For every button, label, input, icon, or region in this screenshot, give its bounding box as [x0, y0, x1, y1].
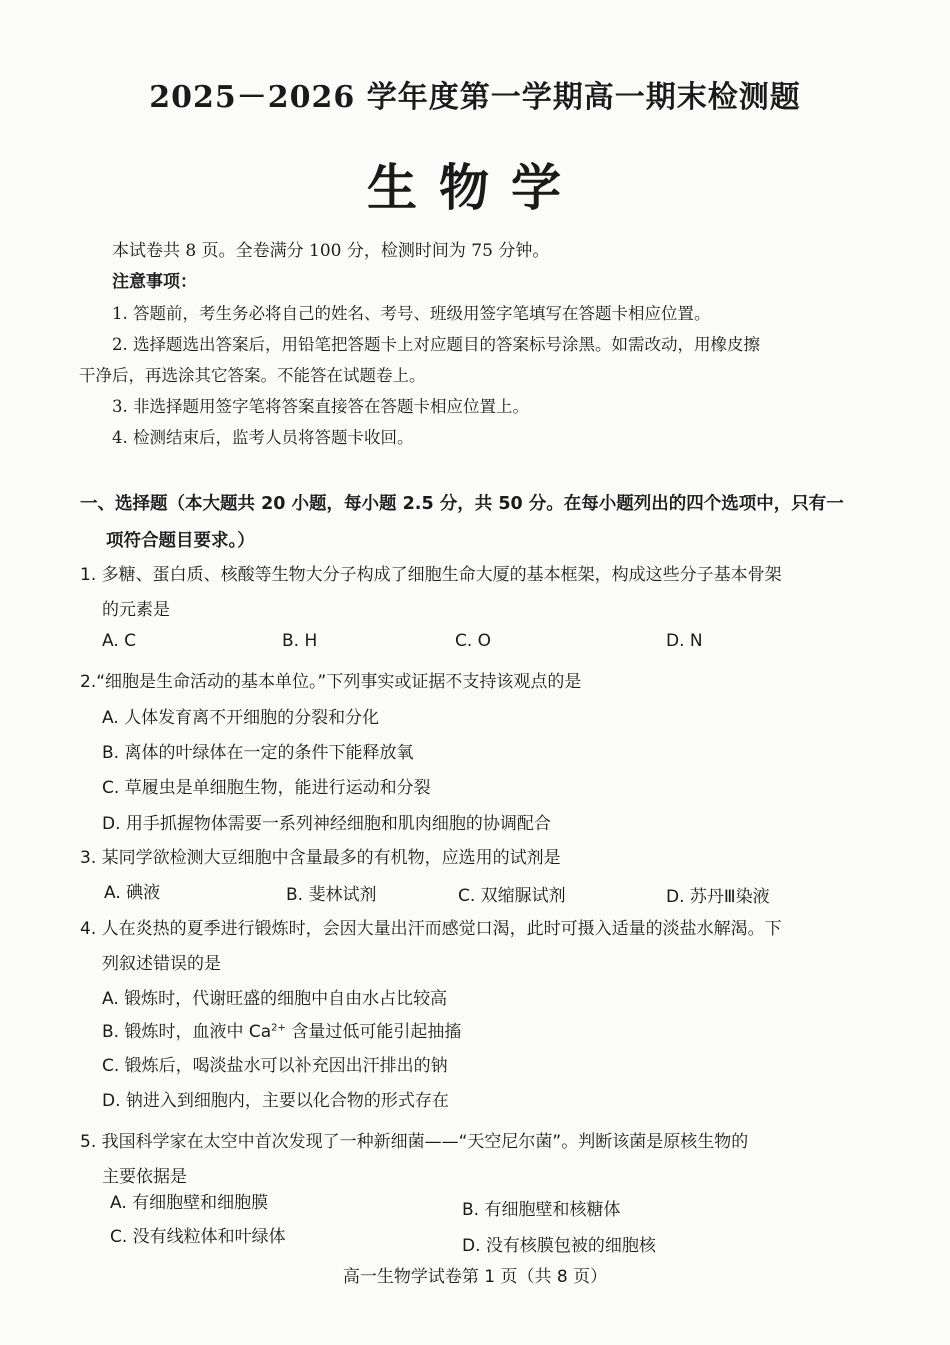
subject-title: 生物学: [367, 158, 583, 217]
q1-option-a: A. C: [102, 631, 137, 651]
q2-option-b: B. 离体的叶绿体在一定的条件下能释放氧: [102, 743, 414, 763]
question-3: [80, 840, 870, 876]
q4-option-c: C. 锻炼后，喝淡盐水可以补充因出汗排出的钠: [102, 1056, 448, 1076]
q4-option-b-text: B. 锻炼时，血液中 Ca: [102, 1022, 272, 1042]
q5-option-c: C. 没有线粒体和叶绿体: [110, 1227, 286, 1247]
question-4-stem: 4. 人在炎热的夏季进行锻炼时，会因大量出汗而感觉口渴，此时可摄入适量的淡盐水解渴。下: [80, 919, 782, 939]
q3-option-c: C. 双缩脲试剂: [458, 886, 566, 906]
question-1-stem-cont: 的元素是: [102, 600, 170, 620]
q2-option-c: C. 草履虫是单细胞生物，能进行运动和分裂: [102, 778, 431, 798]
question-2: [80, 664, 870, 700]
question-5-stem: 5. 我国科学家在太空中首次发现了一种新细菌——“天空尼尔菌”。判断该菌是原核生物的: [80, 1132, 749, 1152]
page-footer: 高一生物学试卷第 1 页（共 8 页）: [342, 1267, 608, 1287]
note-3: 3. 非选择题用签字笔将答案直接答在答题卡相应位置上。: [112, 397, 529, 416]
q1-option-c: C. O: [455, 631, 492, 651]
note-2-cont: 干净后，再选涂其它答案。不能答在试题卷上。: [79, 366, 426, 385]
note-2: 2. 选择题选出答案后，用铅笔把答题卡上对应题目的答案标号涂黑。如需改动，用橡皮擦: [112, 335, 760, 354]
question-5-stem-cont: 主要依据是: [102, 1167, 187, 1187]
section-heading-line2: 项符合题目要求。）: [106, 531, 255, 551]
q3-option-b: B. 斐林试剂: [286, 885, 377, 905]
q4-option-b: [102, 1017, 461, 1042]
q4-option-a: A. 锻炼时，代谢旺盛的细胞中自由水占比较高: [102, 989, 448, 1009]
q4-option-b-tail: 含量过低可能引起抽搐: [285, 1022, 462, 1042]
q5-option-d: D. 没有核膜包被的细胞核: [462, 1236, 656, 1256]
q1-option-d: D. N: [666, 631, 703, 651]
q2-option-d: D. 用手抓握物体需要一系列神经细胞和肌肉细胞的协调配合: [102, 814, 551, 834]
note-1: 1. 答题前，考生务必将自己的姓名、考号、班级用签字笔填写在答题卡相应位置。: [112, 304, 711, 323]
question-4: [80, 911, 870, 981]
q1-option-b: B. H: [282, 631, 318, 651]
q4-option-d: D. 钠进入到细胞内，主要以化合物的形式存在: [102, 1091, 449, 1111]
notes-title: 注意事项：: [112, 272, 197, 292]
question-3-stem: 3. 某同学欲检测大豆细胞中含量最多的有机物，应选用的试剂是: [80, 848, 561, 868]
q3-option-d: D. 苏丹Ⅲ染液: [666, 887, 770, 907]
question-4-stem-cont: 列叙述错误的是: [102, 954, 221, 974]
question-1-stem: 1. 多糖、蛋白质、核酸等生物大分子构成了细胞生命大厦的基本框架，构成这些分子基本骨架: [80, 565, 782, 585]
question-1: [80, 557, 870, 627]
exam-title: 2025－2026 学年度第一学期高一期末检测题: [149, 80, 801, 115]
q5-option-b: B. 有细胞壁和核糖体: [462, 1200, 621, 1220]
exam-intro: 本试卷共 8 页。全卷满分 100 分，检测时间为 75 分钟。: [112, 241, 550, 261]
q4-option-b-superscript: 2+: [271, 1022, 286, 1034]
section-heading-line1: 一、选择题（本大题共 20 小题，每小题 2.5 分，共 50 分。在每小题列出的四个选项中，只有一: [80, 494, 844, 514]
q3-option-a: A. 碘液: [104, 883, 161, 903]
section-heading: [80, 486, 870, 560]
exam-info: [79, 236, 872, 453]
q2-option-a: A. 人体发育离不开细胞的分裂和分化: [102, 708, 380, 728]
q5-option-a: A. 有细胞壁和细胞膜: [110, 1193, 269, 1213]
question-5: [80, 1124, 870, 1194]
question-2-stem: 2.“细胞是生命活动的基本单位。”下列事实或证据不支持该观点的是: [80, 672, 582, 692]
note-4: 4. 检测结束后，监考人员将答题卡收回。: [112, 428, 414, 447]
